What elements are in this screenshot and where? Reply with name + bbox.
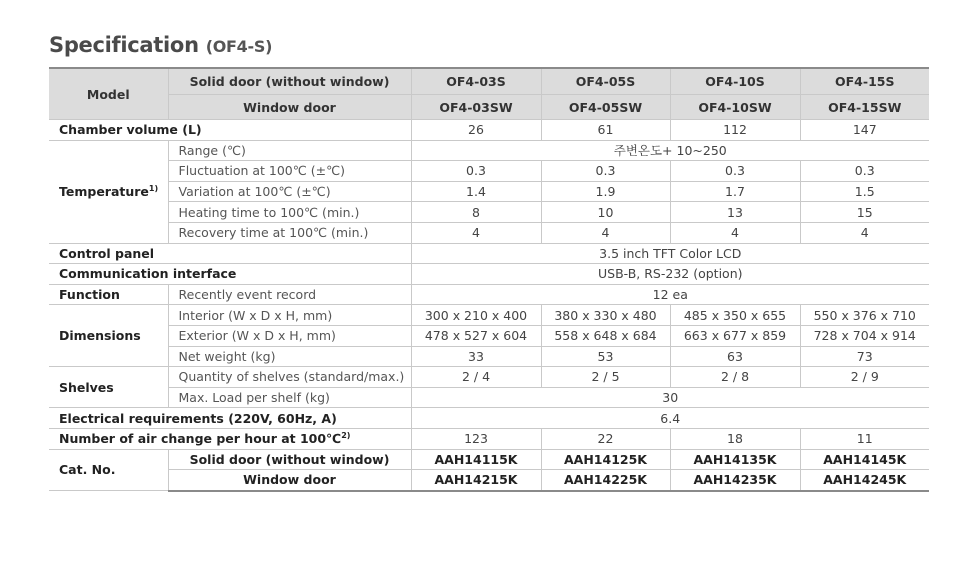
range-label: Range (℃) (168, 140, 411, 161)
interior-value: 300 x 210 x 400 (411, 305, 541, 326)
control-panel-value: 3.5 inch TFT Color LCD (411, 243, 929, 264)
window-door-header: Window door (168, 95, 411, 120)
row-net-weight (49, 346, 929, 367)
model-solid-3: OF4-10S (670, 68, 800, 95)
exterior-label: Exterior (W x D x H, mm) (168, 325, 411, 346)
cat-solid-value: AAH14135K (670, 449, 800, 470)
cat-solid-label: Solid door (without window) (168, 449, 411, 470)
heating-time-value: 13 (670, 202, 800, 223)
net-weight-label: Net weight (kg) (168, 346, 411, 367)
function-sub-label: Recently event record (168, 284, 411, 305)
cat-window-value: AAH14245K (800, 470, 929, 491)
electrical-label: Electrical requirements (220V, 60Hz, A) (49, 408, 411, 429)
function-value: 12 ea (411, 284, 929, 305)
recovery-time-value: 4 (800, 222, 929, 243)
fluctuation-value: 0.3 (411, 161, 541, 182)
title-model: (OF4-S) (205, 37, 273, 56)
heating-time-value: 8 (411, 202, 541, 223)
chamber-volume-value: 61 (541, 120, 670, 141)
recovery-time-value: 4 (670, 222, 800, 243)
communication-value: USB-B, RS-232 (option) (411, 264, 929, 285)
shelf-quantity-label: Quantity of shelves (standard/max.) (168, 367, 411, 388)
heating-time-value: 10 (541, 202, 670, 223)
solid-door-header: Solid door (without window) (168, 68, 411, 95)
heating-time-value: 15 (800, 202, 929, 223)
fluctuation-value: 0.3 (541, 161, 670, 182)
shelf-quantity-value: 2 / 4 (411, 367, 541, 388)
shelf-quantity-value: 2 / 5 (541, 367, 670, 388)
footnote-marker: 2) (341, 431, 351, 441)
model-window-4: OF4-15SW (800, 95, 929, 120)
fluctuation-value: 0.3 (670, 161, 800, 182)
net-weight-value: 63 (670, 346, 800, 367)
recovery-time-label: Recovery time at 100℃ (min.) (168, 222, 411, 243)
air-change-value: 18 (670, 428, 800, 449)
cat-window-value: AAH14225K (541, 470, 670, 491)
max-load-value: 30 (411, 387, 929, 408)
variation-value: 1.9 (541, 181, 670, 202)
variation-value: 1.7 (670, 181, 800, 202)
model-solid-1: OF4-03S (411, 68, 541, 95)
row-control-panel (49, 243, 929, 264)
dimensions-label: Dimensions (49, 305, 168, 367)
range-value: 주변온도+ 10~250 (411, 140, 929, 161)
communication-label: Communication interface (49, 264, 411, 285)
cat-window-label: Window door (168, 470, 411, 491)
air-change-value: 123 (411, 428, 541, 449)
row-cat-solid (49, 449, 929, 470)
shelf-quantity-value: 2 / 9 (800, 367, 929, 388)
model-window-1: OF4-03SW (411, 95, 541, 120)
shelves-label: Shelves (49, 367, 168, 408)
cat-solid-value: AAH14125K (541, 449, 670, 470)
model-solid-2: OF4-05S (541, 68, 670, 95)
interior-value: 550 x 376 x 710 (800, 305, 929, 326)
row-fluctuation (49, 161, 929, 182)
chamber-volume-value: 112 (670, 120, 800, 141)
variation-label: Variation at 100℃ (±℃) (168, 181, 411, 202)
row-variation (49, 181, 929, 202)
title-main: Specification (49, 33, 199, 57)
function-label: Function (49, 284, 168, 305)
interior-label: Interior (W x D x H, mm) (168, 305, 411, 326)
row-chamber-volume (49, 120, 929, 141)
air-change-value: 22 (541, 428, 670, 449)
chamber-volume-label: Chamber volume (L) (49, 120, 411, 141)
variation-value: 1.4 (411, 181, 541, 202)
model-window-3: OF4-10SW (670, 95, 800, 120)
fluctuation-label: Fluctuation at 100℃ (±℃) (168, 161, 411, 182)
cat-no-label: Cat. No. (49, 449, 168, 491)
cat-window-value: AAH14215K (411, 470, 541, 491)
row-max-load (49, 387, 929, 408)
air-change-label: Number of air change per hour at 100℃$^{2)}$ (49, 428, 411, 449)
model-header: Model (49, 68, 168, 120)
header-row-window (49, 95, 929, 120)
page-title (49, 33, 272, 57)
air-change-value: 11 (800, 428, 929, 449)
max-load-label: Max. Load per shelf (kg) (168, 387, 411, 408)
exterior-value: 663 x 677 x 859 (670, 325, 800, 346)
cat-solid-value: AAH14145K (800, 449, 929, 470)
control-panel-label: Control panel (49, 243, 411, 264)
footnote-marker: 1) (148, 184, 159, 194)
variation-value: 1.5 (800, 181, 929, 202)
row-recovery-time (49, 222, 929, 243)
net-weight-value: 53 (541, 346, 670, 367)
exterior-value: 478 x 527 x 604 (411, 325, 541, 346)
interior-value: 485 x 350 x 655 (670, 305, 800, 326)
row-exterior (49, 325, 929, 346)
row-communication (49, 264, 929, 285)
chamber-volume-value: 147 (800, 120, 929, 141)
interior-value: 380 x 330 x 480 (541, 305, 670, 326)
cat-window-value: AAH14235K (670, 470, 800, 491)
row-cat-window (49, 470, 929, 491)
shelf-quantity-value: 2 / 8 (670, 367, 800, 388)
chamber-volume-value: 26 (411, 120, 541, 141)
model-solid-4: OF4-15S (800, 68, 929, 95)
recovery-time-value: 4 (541, 222, 670, 243)
net-weight-value: 33 (411, 346, 541, 367)
recovery-time-value: 4 (411, 222, 541, 243)
model-window-2: OF4-05SW (541, 95, 670, 120)
exterior-value: 728 x 704 x 914 (800, 325, 929, 346)
row-heating-time (49, 202, 929, 223)
row-interior (49, 305, 929, 326)
net-weight-value: 73 (800, 346, 929, 367)
row-air-change (49, 428, 929, 449)
row-function (49, 284, 929, 305)
header-row-solid (49, 68, 929, 95)
fluctuation-value: 0.3 (800, 161, 929, 182)
cat-solid-value: AAH14115K (411, 449, 541, 470)
heating-time-label: Heating time to 100℃ (min.) (168, 202, 411, 223)
specification-table (49, 67, 929, 492)
row-shelf-quantity (49, 367, 929, 388)
row-electrical (49, 408, 929, 429)
exterior-value: 558 x 648 x 684 (541, 325, 670, 346)
temperature-label: Temperature$^{1)}$ (49, 140, 168, 243)
row-temperature-range (49, 140, 929, 161)
electrical-value: 6.4 (411, 408, 929, 429)
